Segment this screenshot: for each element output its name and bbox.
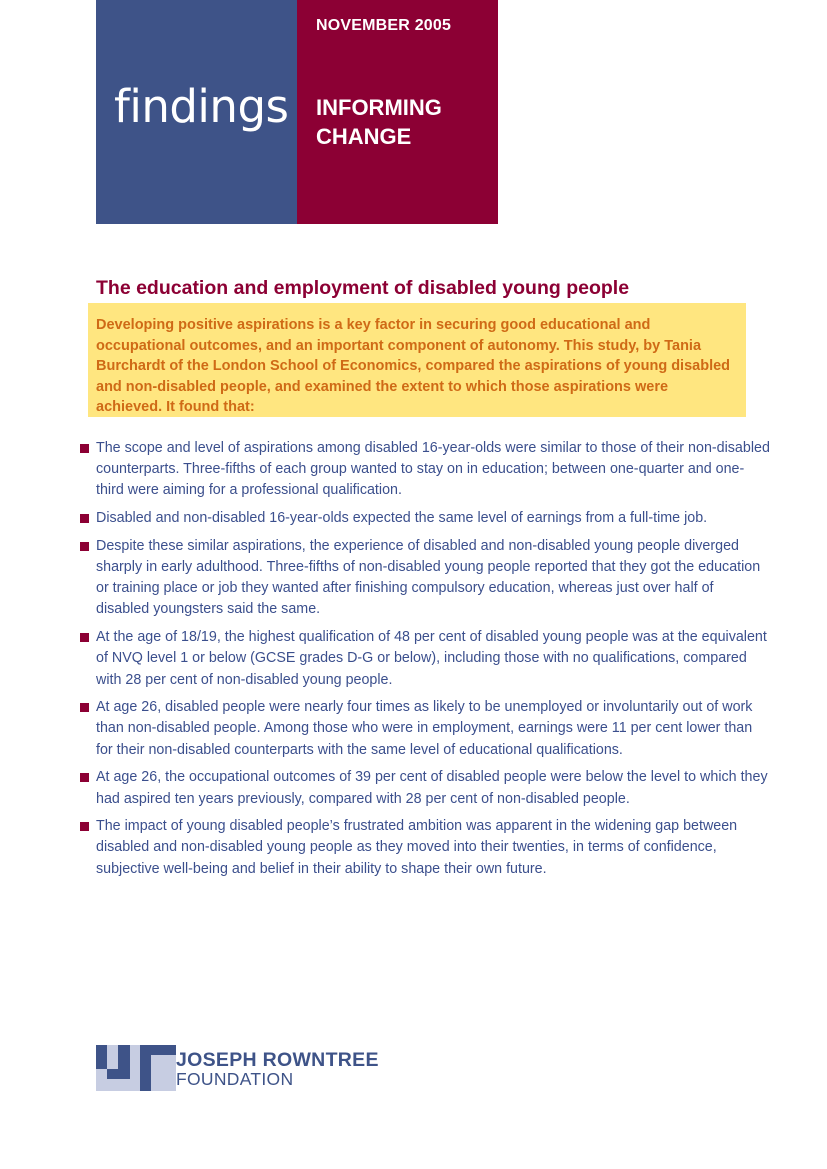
bullet-icon [80,444,89,453]
bullet-icon [80,542,89,551]
finding-item [80,536,770,621]
logo-name-line-1: JOSEPH ROWNTREE [176,1049,379,1071]
bullet-icon [80,822,89,831]
bullet-icon [80,633,89,642]
finding-text: At age 26, disabled people were nearly four times as likely to be unemployed or involuntarily out of work than non-disabled people. Among those who were in employment, earnings were 11 per cent lower than for their non-disabled counterparts with the same level of educational qualifications. [96,699,753,758]
finding-text: At the age of 18/19, the highest qualification of 48 per cent of disabled young people was at the equivalent of NVQ level 1 or below (GCSE grades D-G or below), including those with no qualifications, compared with 28 per cent of non-disabled young people. [96,629,767,688]
bullet-icon [80,514,89,523]
summary-box: Developing positive aspirations is a key factor in securing good educational and occupational outcomes, and an important component of autonomy. This study, by Tania Burchardt of the London School of Economics, compared the aspirations of young disabled and non-disabled people, and examined the extent to which those aspirations were achieved. It found that: [88,303,746,417]
finding-item [80,438,770,502]
header-red-panel [297,0,498,224]
finding-item [80,697,770,761]
series-name: findings [114,80,289,133]
finding-item [80,627,770,691]
finding-item [80,767,770,809]
foundation-logo [96,1045,426,1091]
bullet-icon [80,773,89,782]
findings-list [80,438,770,886]
jrf-logo-mark-icon [96,1045,176,1091]
finding-item [80,816,770,880]
logo-name-line-2: FOUNDATION [176,1069,294,1089]
finding-text: The scope and level of aspirations among disabled 16-year-olds were similar to those of their non-disabled counterparts. Three-fifths of each group wanted to stay on in education; between one-quarter and one-third were aiming for a professional qualification. [96,440,770,499]
tagline-line-2: CHANGE [316,124,412,149]
page-title: The education and employment of disabled young people [96,277,630,299]
header-tagline [316,93,496,151]
tagline-line-1: INFORMING [316,95,442,120]
finding-text: Despite these similar aspirations, the experience of disabled and non-disabled young people diverged sharply in early adulthood. Three-fifths of non-disabled young people reported that they got the education or training place or job they wanted after finishing compulsory education, whereas just over half of disabled youngsters said the same. [96,537,761,618]
finding-text: Disabled and non-disabled 16-year-olds expected the same level of earnings from a full-time job. [96,510,708,527]
finding-text: The impact of young disabled people’s frustrated ambition was apparent in the widening gap between disabled and non-disabled young people as they moved into their twenties, in terms of confidence, subjective well-being and belief in their ability to shape their own future. [96,818,738,877]
header-blue-panel [96,0,297,224]
publication-date: NOVEMBER 2005 [316,17,452,34]
finding-item [80,508,770,529]
bullet-icon [80,703,89,712]
finding-text: At age 26, the occupational outcomes of 39 per cent of disabled people were below the level to which they had aspired ten years previously, compared with 28 per cent of non-disabled people. [96,769,768,807]
